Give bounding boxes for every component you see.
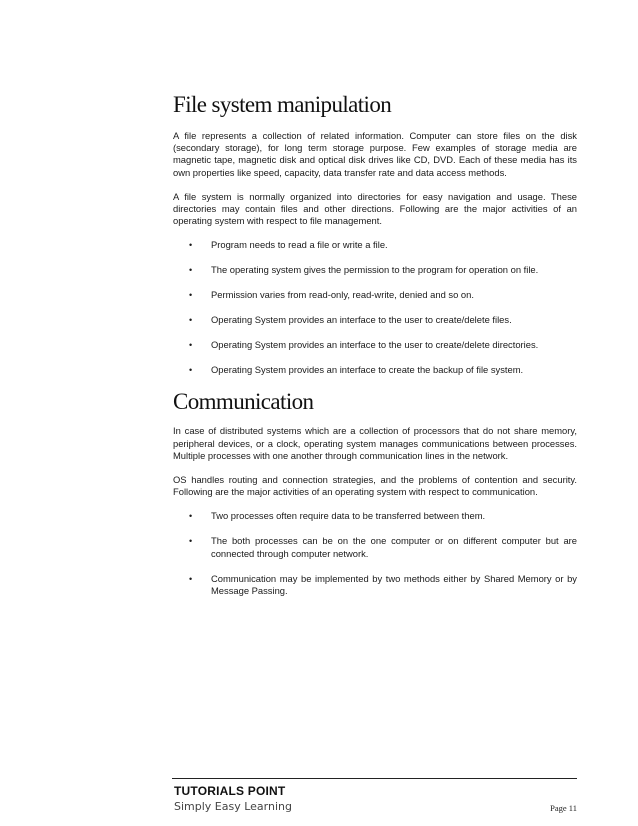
list-item — [173, 364, 577, 376]
bullet-icon: • — [189, 573, 193, 584]
list-item — [173, 535, 577, 559]
list-item — [173, 289, 577, 301]
list-item — [173, 510, 577, 522]
list-item-text: The operating system gives the permission to the program for operation on file. — [211, 264, 539, 276]
bullet-icon: • — [189, 265, 193, 276]
list-item — [173, 264, 577, 276]
list-item-text: Operating System provides an interface to create the backup of file system. — [211, 364, 524, 376]
page-content — [173, 92, 577, 610]
bullet-list-file-activities — [173, 239, 577, 376]
bullet-icon: • — [189, 315, 193, 326]
bullet-icon: • — [189, 511, 193, 522]
section-title-file-system: File system manipulation — [173, 92, 392, 117]
list-item — [173, 314, 577, 326]
list-item-text: Two processes often require data to be transferred between them. — [211, 510, 486, 522]
footer-brand: TUTORIALS POINT — [174, 784, 286, 798]
list-item-text: Operating System provides an interface to the user to create/delete files. — [211, 314, 512, 326]
list-item — [173, 573, 577, 597]
paragraph: In case of distributed systems which are a collection of processors that do not share memory, peripheral devices, or a clock, operating system manages communications between processes. Multiple processes with one another through communication lines in the network. — [173, 425, 577, 461]
paragraph: OS handles routing and connection strategies, and the problems of contention and security. Following are the major activities of an operating system with respect to communication. — [173, 474, 577, 498]
list-item-text: Communication may be implemented by two methods either by Shared Memory or by Message Passing. — [211, 572, 577, 596]
bullet-icon: • — [189, 290, 193, 301]
bullet-icon: • — [189, 536, 193, 547]
section-title-communication: Communication — [173, 389, 314, 415]
list-item — [173, 239, 577, 251]
paragraph: A file represents a collection of related information. Computer can store files on the disk (secondary storage), for long term storage purpose. Few examples of storage media are magnetic tape, magnetic disk and optical disk drives like CD, DVD. Each of these media has its own properties like speed, capacity, data transfer rate and data access methods. — [173, 130, 577, 178]
list-item-text: Program needs to read a file or write a file. — [211, 239, 388, 251]
list-item-text: Permission varies from read-only, read-write, denied and so on. — [211, 289, 474, 301]
page-number: Page 11 — [550, 803, 577, 813]
bullet-icon: • — [189, 240, 193, 251]
bullet-list-communication-activities — [173, 510, 577, 597]
paragraph: A file system is normally organized into directories for easy navigation and usage. These directories may contain files and other directions. Following are the major activities of an operating system with respect to file management. — [173, 190, 577, 227]
footer-tagline: Simply Easy Learning — [174, 800, 292, 813]
list-item-text: Operating System provides an interface to the user to create/delete directories. — [211, 339, 539, 351]
list-item-text: The both processes can be on the one computer or on different computer but are connected through computer network. — [211, 535, 577, 559]
footer-divider — [172, 778, 577, 779]
list-item — [173, 339, 577, 351]
bullet-icon: • — [189, 365, 193, 376]
bullet-icon: • — [189, 340, 193, 351]
